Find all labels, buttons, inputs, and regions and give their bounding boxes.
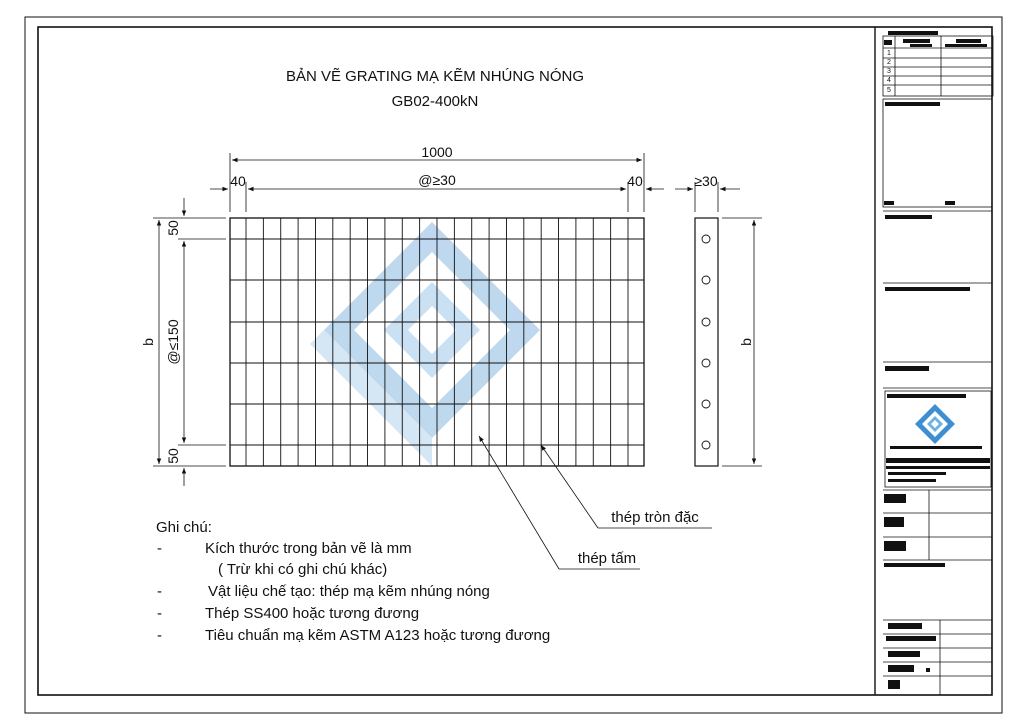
bar-pitch-label: @≥30 xyxy=(418,172,456,188)
revision-row-number: 5 xyxy=(887,87,891,94)
notes-heading: Ghi chú: xyxy=(156,519,212,536)
side-hole xyxy=(702,276,710,284)
drawing-subtitle: GB02-400kN xyxy=(391,93,479,110)
side-hole xyxy=(702,318,710,326)
note-item: ( Trừ khi có ghi chú khác) xyxy=(218,561,388,578)
grating-side-view xyxy=(675,173,762,466)
revision-row-numbers xyxy=(887,50,891,94)
note-item: Tiêu chuẩn mạ kẽm ASTM A123 hoặc tương đương xyxy=(205,627,551,644)
title-block-text-blocks xyxy=(884,31,990,689)
left-dimensions xyxy=(140,198,226,486)
edge-left-label: 40 xyxy=(230,173,246,189)
top-dimensions xyxy=(210,144,664,212)
inner-frame xyxy=(38,27,992,695)
plate-bar-callout: thép tấm xyxy=(577,550,637,567)
title-block xyxy=(883,36,993,695)
drawing-title: BẢN VẼ GRATING MẠ KẼM NHÚNG NÓNG xyxy=(285,68,585,85)
side-hole xyxy=(702,235,710,243)
side-hole xyxy=(702,400,710,408)
note-bullet: - xyxy=(157,605,162,622)
note-item: Kích thước trong bản vẽ là mm xyxy=(205,540,412,557)
note-item: Thép SS400 hoặc tương đương xyxy=(205,605,420,622)
note-bullet: - xyxy=(157,540,162,557)
height-left-label: b xyxy=(140,338,156,346)
overall-width-label: 1000 xyxy=(421,144,453,160)
top-margin-label: 50 xyxy=(165,220,181,236)
watermark-logo-icon xyxy=(310,222,540,466)
side-holes xyxy=(702,235,710,449)
edge-right-label: 40 xyxy=(627,173,643,189)
grating-plan-view xyxy=(230,218,644,466)
company-logo-icon xyxy=(915,404,955,444)
note-bullet: - xyxy=(157,627,162,644)
revision-row-number: 4 xyxy=(887,77,891,84)
note-bullet: - xyxy=(157,583,162,600)
callouts xyxy=(479,436,712,569)
revision-row-number: 1 xyxy=(887,50,891,57)
plate-thickness-label: ≥30 xyxy=(694,173,718,189)
revision-row-number: 2 xyxy=(887,59,891,66)
notes-section xyxy=(156,519,550,644)
cross-pitch-label: @≤150 xyxy=(165,319,181,365)
bearing-bars xyxy=(246,218,628,466)
side-hole xyxy=(702,359,710,367)
side-hole xyxy=(702,441,710,449)
revision-row-number: 3 xyxy=(887,68,891,75)
side-plate xyxy=(695,218,718,466)
height-right-label: b xyxy=(738,338,754,346)
bottom-margin-label: 50 xyxy=(165,448,181,464)
round-bar-callout: thép tròn đặc xyxy=(611,509,699,526)
note-item: Vật liệu chế tạo: thép mạ kẽm nhúng nóng xyxy=(208,583,490,600)
